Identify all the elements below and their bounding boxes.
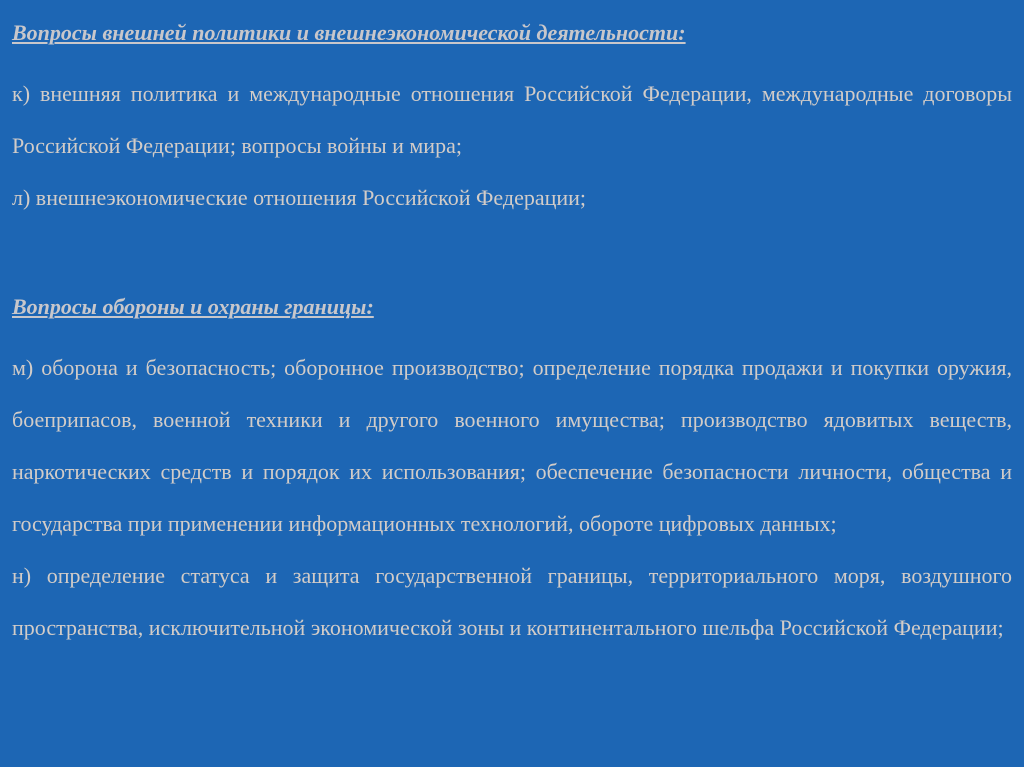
- defense-items: [12, 342, 1012, 654]
- foreign-policy-items: [12, 68, 1012, 224]
- section-spacer: [12, 224, 1012, 294]
- item-n: н) определение статуса и защита государственной границы, территориального моря, воздушного пространства, исключительной экономической зоны и континентального шельфа Российской Федерации;: [12, 563, 1012, 640]
- item-m: м) оборона и безопасность; оборонное производство; определение порядка продажи и покупки оружия, боеприпасов, военной техники и другого военного имущества; производство ядовитых веществ, наркотических средств и порядок их использования; обеспечение безопасности личности, общества и государства при применении информационных технологий, обороте цифровых данных;: [12, 355, 1012, 536]
- item-l: л) внешнеэкономические отношения Российской Федерации;: [12, 185, 587, 210]
- section-heading-defense: Вопросы обороны и охраны границы:: [12, 294, 374, 319]
- section-heading-foreign-policy: Вопросы внешней политики и внешнеэкономической деятельности:: [12, 20, 686, 45]
- item-k: к) внешняя политика и международные отношения Российской Федерации, международные договоры Российской Федерации; вопросы войны и мира;: [12, 81, 1012, 158]
